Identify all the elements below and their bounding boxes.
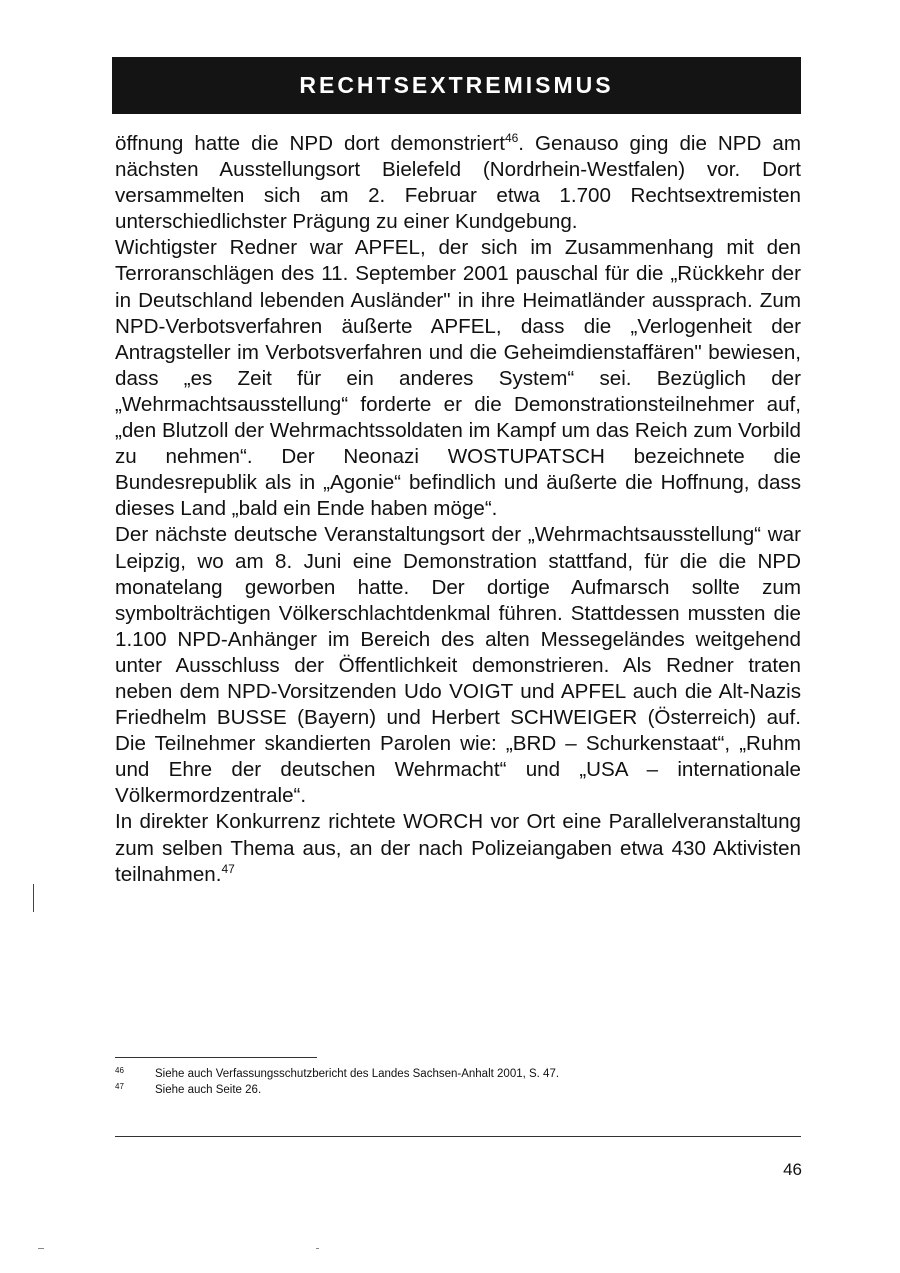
footnote-number: 47: [115, 1082, 124, 1091]
scan-speck: [316, 1248, 319, 1249]
footnote-text: Siehe auch Seite 26.: [155, 1084, 262, 1096]
footnote-47: [115, 1082, 715, 1098]
page-number: 46: [783, 1160, 802, 1179]
page-bottom-rule: [115, 1136, 801, 1137]
paragraph-1: öffnung hatte die NPD dort demonstriert$^{46}$. Genauso ging die NPD am nächsten Ausstellungsort Bielefeld (Nordrhein-Westfalen) vor. Dort versammelten sich am 2. Februar etwa 1.700 Rechtsextremisten unterschiedlichster Prägung zu einer Kundgebung.: [115, 131, 801, 234]
margin-mark: [33, 884, 34, 912]
paragraph-3: Der nächste deutsche Veranstaltungsort der „Wehrmachtsausstellung“ war Leipzig, wo am 8. Juni eine Demonstration stattfand, für die die NPD monatelang geworben hatte. Der dortige Aufmarsch sollte zum symbolträchtigen Völkerschlachtdenkmal führen. Stattdessen mussten die 1.100 NPD-Anhänger im Bereich des alten Messegeländes weitgehend unter Ausschluss der Öffentlichkeit demonstrieren. Als Redner traten neben dem NPD-Vorsitzenden Udo VOIGT und APFEL auch die Alt-Nazis Friedhelm BUSSE (Bayern) und Herbert SCHWEIGER (Österreich) auf. Die Teilnehmer skandierten Parolen wie: „BRD – Schurkenstaat“, „Ruhm und Ehre der deutschen Wehrmacht“ und „USA – internationale Völkermordzentrale“.: [115, 523, 801, 808]
footnote-number: 46: [115, 1066, 124, 1075]
chapter-title: RECHTSEXTREMISMUS: [299, 72, 614, 98]
footnote-ref-47[interactable]: 47: [221, 861, 235, 876]
paragraph-2: Wichtigster Redner war APFEL, der sich im Zusammenhang mit den Terroranschlägen des 11. September 2001 pauschal für die „Rückkehr der in Deutschland lebenden Ausländer" in ihre Heimatländer aussprach. Zum NPD-Verbotsverfahren äußerte APFEL, dass die „Verlogenheit der Antragsteller im Verbotsverfahren und die Geheimdienstaffären" bewiesen, dass „es Zeit für ein anderes System“ sei. Bezüglich der „Wehrmachtsausstellung“ forderte er die Demonstrationsteilnehmer auf, „den Blutzoll der Wehrmachtssoldaten im Kampf um das Reich zum Vorbild zu nehmen“. Der Neonazi WOSTUPATSCH bezeichnete die Bundesrepublik als in „Agonie“ befindlich und äußerte die Hoffnung, dass dieses Land „bald ein Ende haben möge“.: [115, 236, 801, 521]
scan-speck: [38, 1248, 44, 1249]
body-text: [115, 131, 801, 888]
footnote-ref-46[interactable]: 46: [504, 131, 519, 145]
footnote-46: [115, 1066, 715, 1082]
footnotes: [115, 1066, 715, 1098]
chapter-header: [112, 57, 801, 114]
footnote-text: Siehe auch Verfassungsschutzbericht des Landes Sachsen-Anhalt 2001, S. 47.: [155, 1068, 560, 1080]
paragraph-4: In direkter Konkurrenz richtete WORCH vor Ort eine Parallelveranstaltung zum selben Thema aus, an der nach Polizeiangaben etwa 430 Aktivisten teilnahmen.$^{47}$: [115, 810, 801, 886]
footnote-divider: [115, 1057, 317, 1058]
